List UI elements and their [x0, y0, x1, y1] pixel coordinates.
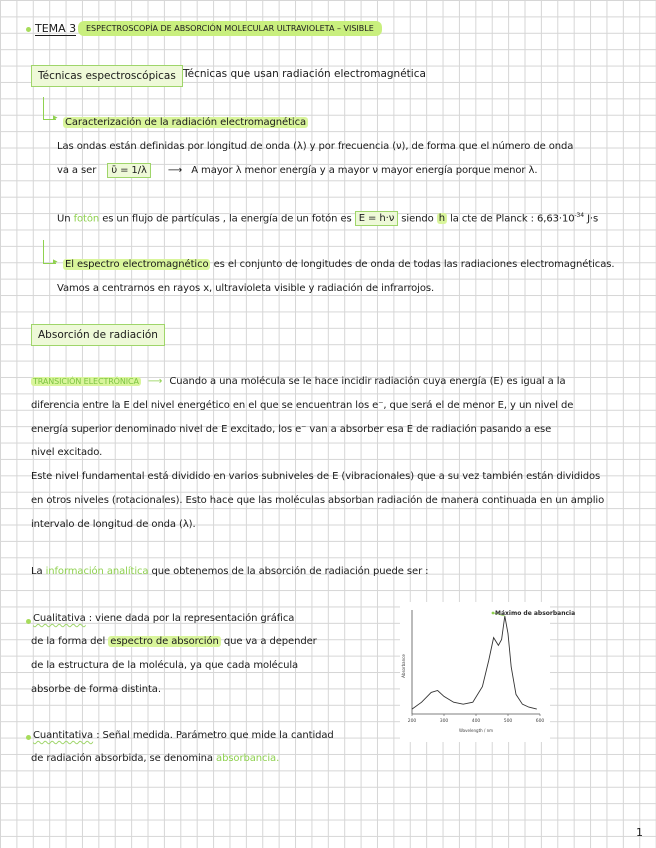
foton-post: la cte de Planck : 6,63·10: [450, 213, 575, 225]
section-box-tecnicas: Técnicas espectroscópicas: [31, 65, 183, 87]
caracterizacion-heading: [63, 117, 308, 128]
transicion-line-7: intervalo de longitud de onda (λ).: [31, 519, 196, 530]
transicion-line-5: Este nivel fundamental está dividido en varios subniveles de E (vibracionales) que a su vez también están divididos: [31, 471, 601, 482]
chart-y-label: Absorbance: [401, 654, 406, 678]
transicion-term: TRANSICIÓN ELECTRÓNICA: [33, 377, 139, 386]
topic-label: [35, 22, 76, 35]
topic-label-text: TEMA 3: [35, 22, 77, 35]
cualitativa-line-2-post: que va a depender: [223, 636, 317, 647]
page-number: 1: [636, 826, 643, 839]
arrow-right-icon: ⟶: [167, 165, 183, 176]
cualitativa-line-1: [33, 613, 294, 624]
cuantitativa-line-1-text: : Señal medida. Parámetro que mide la cantidad: [96, 730, 334, 741]
header-bullet: [26, 27, 31, 32]
foton-line: [57, 212, 598, 224]
informacion-post: que obtenemos de la absorción de radiación puede ser :: [151, 566, 429, 577]
cualitativa-line-2: [31, 636, 317, 647]
espectro-line-2: Vamos a centrarnos en rayos x, ultravioleta visible y radiación de infrarrojos.: [57, 283, 435, 294]
informacion-term: información analítica: [45, 566, 149, 577]
caracterizacion-line-1: Las ondas están definidas por longitud de onda (λ) y por frecuencia (ν), de forma que el número de onda: [57, 141, 574, 152]
cuantitativa-line-1: [33, 730, 334, 741]
foton-word: fotón: [73, 213, 100, 225]
chart-x-label: Wavelength / nm: [458, 728, 494, 733]
cualitativa-bullet: [26, 619, 31, 624]
arrow-right-icon-2: ⟶: [147, 376, 163, 387]
transicion-line-4: nivel excitado.: [31, 447, 103, 458]
transicion-line-2: diferencia entre la E del nivel energético en el que se encuentran los e⁻, que será el de menor E, y un nivel de: [31, 400, 574, 411]
transicion-line-6: en otros niveles (rotacionales). Esto hace que las moléculas absorban radiación de manera continuada en un amplio: [31, 495, 605, 506]
foton-pre: Un: [57, 213, 71, 225]
transicion-line-1: [31, 376, 566, 387]
foton-mid: es un flujo de partículas , la energía de un fotón es: [102, 213, 352, 225]
transicion-line-1-text: Cuando a una molécula se le hace incidir radiación cuya energía (E) es igual a la: [169, 376, 566, 387]
cualitativa-label: Cualitativa: [33, 613, 86, 624]
chart-x-tick-label: 300: [439, 719, 449, 724]
cualitativa-line-3: de la estructura de la molécula, ya que cada molécula: [31, 660, 299, 671]
espectro-line-1: [63, 259, 614, 270]
cuantitativa-bullet: [26, 735, 31, 740]
chart-x-tick-label: 400: [471, 719, 481, 724]
chart-annotation: Máximo de absorbancia: [495, 610, 576, 617]
foton-exp: -34: [574, 212, 584, 219]
cuantitativa-line-2: [31, 753, 279, 764]
connector-arrow-2: ▸: [53, 257, 58, 267]
cualitativa-line-4: absorbe de forma distinta.: [31, 684, 161, 695]
informacion-pre: La: [31, 566, 43, 577]
cuantitativa-line-2-pre: de radiación absorbida, se denomina: [31, 753, 213, 764]
line2-pre: va a ser: [57, 165, 97, 176]
chart-x-tick-label: 500: [503, 719, 513, 724]
planck-formula: E = h·ν: [355, 211, 398, 226]
cualitativa-line-2-pre: de la forma del: [31, 636, 106, 647]
cuantitativa-line-2-term: absorbancia.: [216, 753, 280, 764]
transicion-line-3: energía superior denominado nivel de E excitado, los e⁻ van a absorber esa E de radiación pasando a ese: [31, 424, 552, 435]
chart-x-tick-label: 600: [535, 719, 545, 724]
foton-unit: J·s: [587, 213, 599, 225]
connector-arrow-1: ▸: [53, 113, 58, 123]
informacion-line: [31, 566, 428, 577]
foton-mid2: siendo: [401, 213, 434, 225]
line2-post: A mayor λ menor energía y a mayor ν mayor energía porque menor λ.: [191, 165, 538, 176]
section-subtitle: Técnicas que usan radiación electromagnética: [183, 68, 426, 80]
absorption-spectrum-chart: [400, 602, 576, 742]
cualitativa-line-1-text: : viene dada por la representación gráfica: [88, 613, 295, 624]
cualitativa-line-2-term: espectro de absorción: [110, 636, 219, 647]
chart-annotation-marker: [492, 612, 495, 615]
wavenumber-formula: ῡ = 1/λ: [107, 163, 150, 178]
chart-x-tick-label: 200: [407, 719, 417, 724]
section-box-absorcion: Absorción de radiación: [31, 324, 165, 346]
cuantitativa-label: Cuantitativa: [33, 730, 94, 741]
caracterizacion-line-2: [57, 165, 537, 176]
caracterizacion-heading-text: Caracterización de la radiación electromagnética: [65, 117, 307, 128]
topic-title: ESPECTROSCOPÍA DE ABSORCIÓN MOLECULAR ULTRAVIOLETA – VISIBLE: [78, 21, 382, 36]
espectro-term: El espectro electromagnético: [65, 259, 209, 270]
espectro-line-1-post: es el conjunto de longitudes de onda de todas las radiaciones electromagnéticas.: [213, 259, 615, 270]
foton-h: h: [438, 213, 445, 225]
